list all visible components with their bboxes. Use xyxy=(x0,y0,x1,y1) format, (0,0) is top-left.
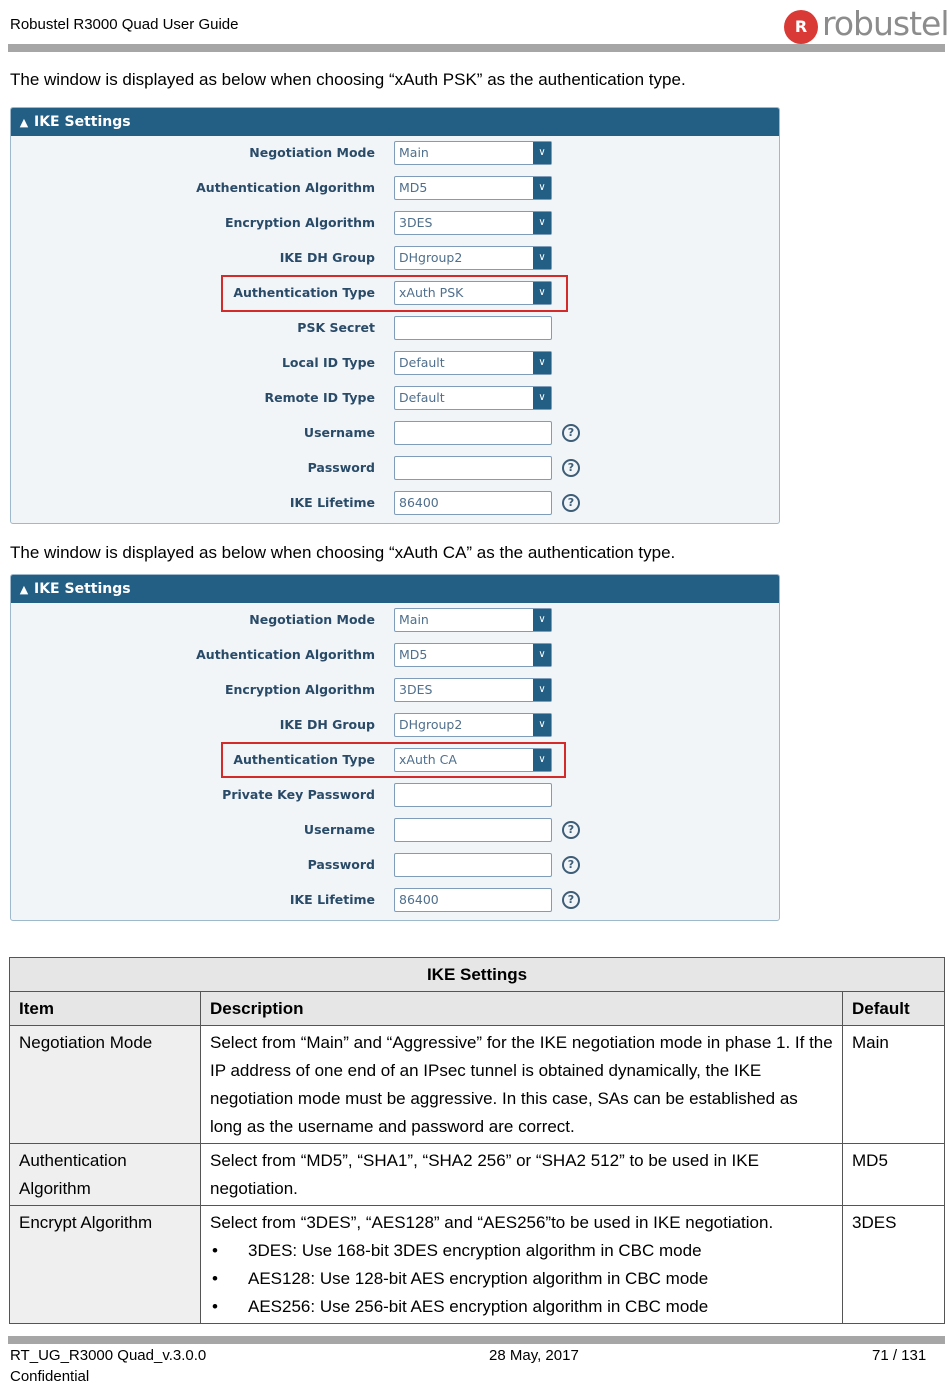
bullet-item xyxy=(210,1293,833,1321)
select-local-id-type[interactable] xyxy=(394,351,552,375)
label-psk-secret: PSK Secret xyxy=(297,320,375,335)
column-header-default: Default xyxy=(843,992,945,1026)
select-value: Main xyxy=(399,145,429,160)
bullet-text: AES256: Use 256-bit AES encryption algorithm in CBC mode xyxy=(248,1297,709,1316)
label-ike-dh-group: IKE DH Group xyxy=(279,717,375,732)
select-value: Default xyxy=(399,355,445,370)
panel-title: IKE Settings xyxy=(34,581,131,597)
chevron-down-icon[interactable]: ∨ xyxy=(533,247,551,269)
bullet-text: AES128: Use 128-bit AES encryption algorithm in CBC mode xyxy=(248,1269,709,1288)
row-username xyxy=(11,421,781,445)
label-remote-id-type: Remote ID Type xyxy=(264,390,375,405)
label-private-key-password: Private Key Password xyxy=(222,787,375,802)
label-negotiation-mode: Negotiation Mode xyxy=(249,612,375,627)
table-row xyxy=(10,1144,945,1206)
select-value: MD5 xyxy=(399,180,428,195)
chevron-down-icon[interactable]: ∨ xyxy=(533,177,551,199)
chevron-up-icon[interactable]: ▲ xyxy=(19,583,29,596)
label-username: Username xyxy=(303,822,375,837)
row-ike-lifetime xyxy=(11,888,781,912)
label-username: Username xyxy=(303,425,375,440)
label-local-id-type: Local ID Type xyxy=(281,355,375,370)
select-ike-dh-group[interactable] xyxy=(394,246,552,270)
input-value: 86400 xyxy=(399,495,439,510)
select-value: MD5 xyxy=(399,647,428,662)
row-private-key-password xyxy=(11,783,781,807)
select-value: xAuth PSK xyxy=(399,285,464,300)
select-encryption-algorithm[interactable] xyxy=(394,678,552,702)
label-authentication-algorithm: Authentication Algorithm xyxy=(196,180,375,195)
select-authentication-algorithm[interactable] xyxy=(394,176,552,200)
row-authentication-algorithm xyxy=(11,176,781,200)
bullet-text: 3DES: Use 168-bit 3DES encryption algorithm in CBC mode xyxy=(248,1241,702,1260)
footer-doc-id: RT_UG_R3000 Quad_v.3.0.0 xyxy=(10,1347,207,1364)
table-row xyxy=(10,1206,945,1324)
row-negotiation-mode xyxy=(11,608,781,632)
help-icon[interactable]: ? xyxy=(562,459,580,477)
row-password xyxy=(11,853,781,877)
robustel-logo xyxy=(784,4,949,46)
select-ike-dh-group[interactable] xyxy=(394,713,552,737)
ike-settings-panel-ca xyxy=(10,574,780,921)
chevron-down-icon[interactable]: ∨ xyxy=(533,352,551,374)
chevron-down-icon[interactable]: ∨ xyxy=(533,644,551,666)
cell-description xyxy=(201,1206,843,1324)
select-encryption-algorithm[interactable] xyxy=(394,211,552,235)
label-ike-lifetime: IKE Lifetime xyxy=(289,495,375,510)
row-negotiation-mode xyxy=(11,141,781,165)
row-psk-secret xyxy=(11,316,781,340)
select-authentication-algorithm[interactable] xyxy=(394,643,552,667)
select-negotiation-mode[interactable] xyxy=(394,141,552,165)
footer-page-number: 71 / 131 xyxy=(872,1347,927,1364)
username-input[interactable] xyxy=(394,421,552,445)
select-value: DHgroup2 xyxy=(399,717,463,732)
label-password: Password xyxy=(307,460,375,475)
footer-divider xyxy=(8,1336,945,1344)
cell-default: MD5 xyxy=(843,1144,945,1206)
panel-header[interactable] xyxy=(11,108,779,136)
psk-secret-input[interactable] xyxy=(394,316,552,340)
ike-lifetime-input[interactable] xyxy=(394,491,552,515)
select-negotiation-mode[interactable] xyxy=(394,608,552,632)
table-caption-row xyxy=(10,958,945,992)
username-input[interactable] xyxy=(394,818,552,842)
label-encryption-algorithm: Encryption Algorithm xyxy=(224,682,375,697)
bullet-item xyxy=(210,1237,833,1265)
label-authentication-algorithm: Authentication Algorithm xyxy=(196,647,375,662)
select-authentication-type[interactable] xyxy=(394,281,552,305)
cell-item: Authentication Algorithm xyxy=(10,1144,201,1206)
help-icon[interactable]: ? xyxy=(562,821,580,839)
bullet-icon: • xyxy=(212,1241,218,1260)
help-icon[interactable]: ? xyxy=(562,424,580,442)
bullet-icon: • xyxy=(212,1269,218,1288)
select-authentication-type[interactable] xyxy=(394,748,552,772)
table-header-row xyxy=(10,992,945,1026)
row-password xyxy=(11,456,781,480)
label-authentication-type: Authentication Type xyxy=(233,285,375,300)
logo-mark: R xyxy=(784,10,818,44)
label-negotiation-mode: Negotiation Mode xyxy=(249,145,375,160)
cell-description: Select from “MD5”, “SHA1”, “SHA2 256” or “SHA2 512” to be used in IKE negotiation. xyxy=(201,1144,843,1206)
panel-header[interactable] xyxy=(11,575,779,603)
password-input[interactable] xyxy=(394,853,552,877)
select-value: DHgroup2 xyxy=(399,250,463,265)
private-key-password-input[interactable] xyxy=(394,783,552,807)
select-value: xAuth CA xyxy=(399,752,457,767)
cell-item: Encrypt Algorithm xyxy=(10,1206,201,1324)
chevron-down-icon[interactable]: ∨ xyxy=(533,212,551,234)
ike-lifetime-input[interactable] xyxy=(394,888,552,912)
row-ike-dh-group xyxy=(11,246,781,270)
row-encryption-algorithm xyxy=(11,211,781,235)
label-password: Password xyxy=(307,857,375,872)
panel-title: IKE Settings xyxy=(34,114,131,130)
row-encryption-algorithm xyxy=(11,678,781,702)
password-input[interactable] xyxy=(394,456,552,480)
chevron-down-icon[interactable]: ∨ xyxy=(533,749,551,771)
bullet-item xyxy=(210,1265,833,1293)
page-header-title: Robustel R3000 Quad User Guide xyxy=(10,16,239,33)
help-icon[interactable]: ? xyxy=(562,891,580,909)
chevron-down-icon[interactable]: ∨ xyxy=(533,679,551,701)
help-icon[interactable]: ? xyxy=(562,494,580,512)
intro-xauth-psk: The window is displayed as below when choosing “xAuth PSK” as the authentication type. xyxy=(10,70,686,89)
select-value: Main xyxy=(399,612,429,627)
select-value: 3DES xyxy=(399,682,433,697)
chevron-up-icon[interactable]: ▲ xyxy=(19,116,29,129)
select-value: Default xyxy=(399,390,445,405)
label-encryption-algorithm: Encryption Algorithm xyxy=(224,215,375,230)
label-ike-dh-group: IKE DH Group xyxy=(279,250,375,265)
row-ike-lifetime xyxy=(11,491,781,515)
label-authentication-type: Authentication Type xyxy=(233,752,375,767)
help-icon[interactable]: ? xyxy=(562,856,580,874)
cell-default: Main xyxy=(843,1026,945,1144)
bullet-icon: • xyxy=(212,1297,218,1316)
row-remote-id-type xyxy=(11,386,781,410)
label-ike-lifetime: IKE Lifetime xyxy=(289,892,375,907)
table-row xyxy=(10,1026,945,1144)
select-remote-id-type[interactable] xyxy=(394,386,552,410)
row-local-id-type xyxy=(11,351,781,375)
description-text: Select from “3DES”, “AES128” and “AES256”to be used in IKE negotiation. xyxy=(210,1213,774,1232)
row-authentication-type xyxy=(11,748,781,772)
column-header-description: Description xyxy=(201,992,843,1026)
ike-settings-panel-psk xyxy=(10,107,780,524)
cell-item: Negotiation Mode xyxy=(10,1026,201,1144)
cell-default: 3DES xyxy=(843,1206,945,1324)
row-ike-dh-group xyxy=(11,713,781,737)
chevron-down-icon[interactable]: ∨ xyxy=(533,387,551,409)
row-username xyxy=(11,818,781,842)
ike-settings-table xyxy=(9,957,945,1324)
header-divider xyxy=(8,44,945,52)
chevron-down-icon[interactable]: ∨ xyxy=(533,282,551,304)
input-value: 86400 xyxy=(399,892,439,907)
chevron-down-icon[interactable]: ∨ xyxy=(533,714,551,736)
footer-confidential: Confidential xyxy=(10,1368,90,1385)
chevron-down-icon[interactable]: ∨ xyxy=(533,609,551,631)
footer-date: 28 May, 2017 xyxy=(489,1347,579,1364)
column-header-item: Item xyxy=(10,992,201,1026)
intro-xauth-ca: The window is displayed as below when choosing “xAuth CA” as the authentication type. xyxy=(10,543,676,562)
logo-text: robustel xyxy=(822,4,949,43)
table-caption: IKE Settings xyxy=(10,958,945,992)
cell-description: Select from “Main” and “Aggressive” for the IKE negotiation mode in phase 1. If the IP address of one end of an IPsec tunnel is obtained dynamically, the IKE negotiation mode must be aggressive. In this case, SAs can be established as long as the username and password are correct. xyxy=(201,1026,843,1144)
select-value: 3DES xyxy=(399,215,433,230)
chevron-down-icon[interactable]: ∨ xyxy=(533,142,551,164)
row-authentication-algorithm xyxy=(11,643,781,667)
row-authentication-type xyxy=(11,281,781,305)
